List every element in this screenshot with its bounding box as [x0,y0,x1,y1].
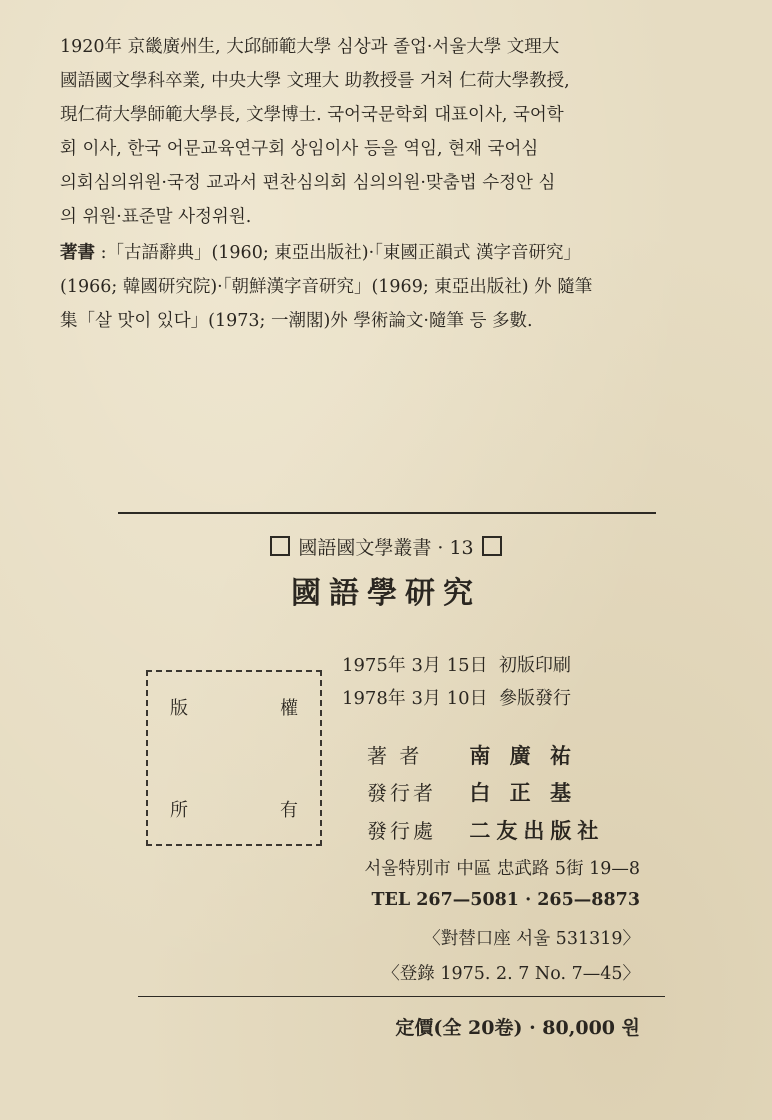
works-text: :「古語辭典」(1960; 東亞出版社)·「東國正韻式 漢字音研究」 [95,243,581,263]
bio-line: 現仁荷大學師範大學長, 文學博士. 국어국문학회 대표이사, 국어학 [60,105,564,125]
works-line: (1966; 韓國研究院)·「朝鮮漢字音研究」(1969; 東亞出版社) 外 隨筆 [60,277,593,297]
credit-label: 著 者 [367,744,423,768]
credit-publisher [367,777,577,807]
credit-publishing-house [367,815,604,845]
credit-label: 發行處 [367,819,436,843]
credit-value: 白 正 基 [469,780,577,805]
credit-value: 二友出版社 [469,818,605,843]
copyright-stamp-box [146,670,322,846]
stamp-char: 所 [170,800,188,821]
publisher-telephone: TEL 267—5081 · 265—8873 [371,890,640,910]
top-rule [118,512,656,514]
bio-line: 의회심의위원·국정 교과서 편찬심의회 심의의원·맞춤법 수정안 심 [60,173,556,193]
transfer-account: 〈對替口座 서울 531319〉 [423,929,640,949]
stamp-char: 版 [170,698,188,719]
registration-number: 〈登錄 1975. 2. 7 No. 7—45〉 [382,964,640,984]
bio-line: 회 이사, 한국 어문교육연구회 상임이사 등을 역임, 현재 국어심 [60,139,539,159]
bio-line: 의 위원·표준말 사정위원. [60,207,252,227]
stamp-char: 權 [280,698,298,719]
author-biography [60,30,720,338]
credit-author [367,740,577,770]
works-line [60,236,720,270]
book-title: 國語學研究 [291,576,481,611]
bottom-rule [138,996,665,997]
works-label: 著書 [60,243,95,263]
square-icon [482,536,502,556]
stamp-char: 有 [280,800,298,821]
printing-date-first: 1975年 3月 15日 初版印刷 [342,655,572,676]
square-icon [270,536,290,556]
series-title [0,533,772,560]
price: 定價(全 20卷) · 80,000 원 [395,1017,640,1039]
bio-line: 1920年 京畿廣州生, 大邱師範大學 심상과 졸업·서울大學 文理大 [60,37,560,57]
series-label: 國語國文學叢書 · 13 [298,537,474,559]
works-line: 集「살 맛이 있다」(1973; 一潮閣)外 學術論文·隨筆 등 多數. [60,311,533,331]
publisher-address: 서울特別市 中區 忠武路 5街 19—8 [364,859,640,879]
credit-label: 發行者 [367,781,436,805]
bio-line: 國語國文學科卒業, 中央大學 文理大 助教授를 거쳐 仁荷大學教授, [60,71,570,91]
credit-value: 南 廣 祐 [469,743,577,768]
printing-date-third: 1978年 3月 10日 參版發行 [342,688,572,709]
